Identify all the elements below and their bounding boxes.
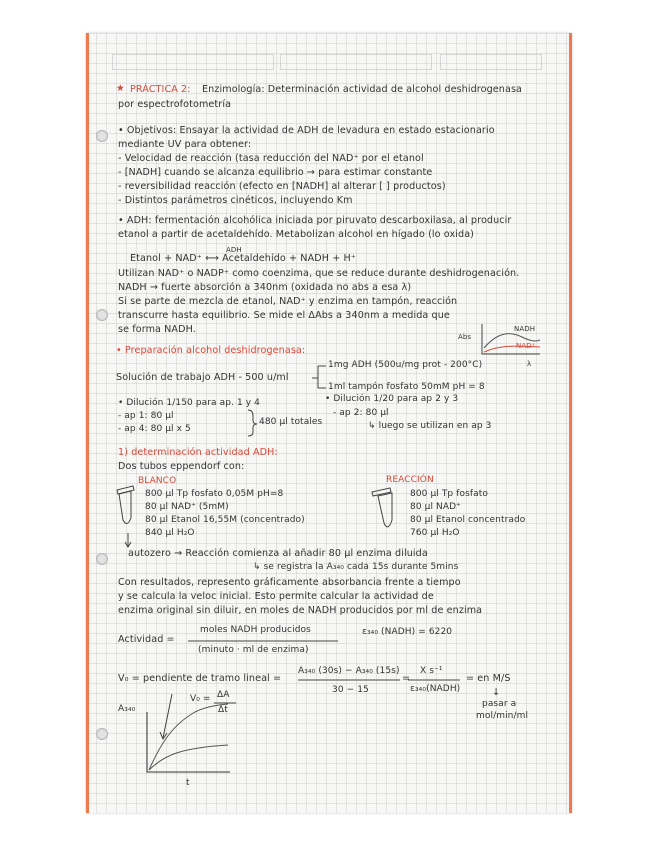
title-star-icon: ★ [116, 83, 125, 94]
graph-y-label: A₃₄₀ [118, 704, 136, 714]
adh-reaction: Etanol + NAD⁺ ⟷ Acetaldehído + NADH + H⁺ [130, 253, 356, 264]
actividad-numerator: moles NADH producidos [200, 625, 311, 635]
objetivos-line: - reversibilidad reacción (efecto en [NADH] al alterar [ ] productos) [118, 181, 446, 192]
result-line: Con resultados, represento gráficamente absorbancia frente a tiempo [118, 577, 461, 588]
result-units: = en M/S [466, 673, 511, 684]
blanco-item: 800 µl Tp fosfato 0,05M pH=8 [145, 489, 284, 499]
determinacion-sub: Dos tubos eppendorf con: [118, 461, 245, 472]
adh-line: se forma NADH. [118, 324, 196, 335]
solucion-trabajo: Solución de trabajo ADH - 500 u/ml [116, 372, 289, 383]
dilucion-left: • Dilución 1/150 para ap. 1 y 4 [118, 398, 260, 408]
graph-delta-a: ΔA [217, 690, 230, 700]
graph-v0-label: V₀ = [190, 694, 211, 704]
objetivos-line: - [NADH] cuando se alcanza equilibrio → para estimar constante [118, 167, 433, 178]
reaccion-item: 80 µl NAD⁺ [410, 502, 461, 512]
dilucion-right: - ap 2: 80 µl [333, 408, 389, 418]
objetivos-line: - Velocidad de reacción (tasa reducción del NAD⁺ por el etanol [118, 153, 424, 164]
adh-line: NADH → fuerte absorción a 340nm (oxidada no abs a esa λ) [118, 282, 412, 293]
v0-denominator: 30 − 15 [332, 685, 369, 695]
adh-line: Utilizan NAD⁺ o NADP⁺ como coenzima, que se reduce durante deshidrogenación. [118, 268, 520, 279]
blanco-item: 840 µl H₂O [145, 528, 195, 538]
pasar-line: pasar a [482, 699, 517, 709]
blanco-label: BLANCO [138, 476, 177, 486]
title-line-1: Enzimología: Determinación actividad de alcohol deshidrogenasa [202, 84, 523, 95]
objetivos-line: mediante UV para obtener: [118, 139, 252, 150]
title-label: PRÁCTICA 2: [130, 84, 191, 95]
mini-graph-curve-nadh: NADH [514, 325, 536, 333]
dilucion-right: ↳ luego se utilizan en ap 3 [368, 421, 492, 431]
xs-denominator: ε₃₄₀(NADH) [410, 684, 461, 694]
v0-numerator: A₃₄₀ (30s) − A₃₄₀ (15s) [298, 666, 400, 676]
branch-1: 1mg ADH (500u/mg prot - 200°C) [328, 360, 483, 370]
xs-numerator: X s⁻¹ [420, 666, 443, 676]
reaccion-item: 80 µl Etanol concentrado [410, 515, 526, 525]
reaccion-item: 800 µl Tp fosfato [410, 489, 488, 499]
adh-line: etanol a partir de acetaldehído. Metabolizan alcohol en hígado (lo oxida) [118, 229, 475, 240]
branch-2: 1ml tampón fosfato 50mM pH = 8 [328, 382, 485, 392]
dilucion-right: • Dilución 1/20 para ap 2 y 3 [325, 394, 459, 404]
blanco-item: 80 µl NAD⁺ (5mM) [145, 502, 229, 512]
blanco-item: 80 µl Etanol 16,55M (concentrado) [145, 515, 305, 525]
epsilon-value: ε₃₄₀ (NADH) = 6220 [362, 627, 453, 637]
title-line-2: por espectrofotometría [118, 99, 232, 110]
actividad-label: Actividad = [118, 634, 175, 645]
preparacion-heading: • Preparación alcohol deshidrogenasa: [116, 345, 306, 356]
adh-line: Si se parte de mezcla de etanol, NAD⁺ y enzima en tampón, reacción [118, 296, 458, 307]
objetivos-line: - Distintos parámetros cinéticos, incluyendo Km [118, 195, 353, 206]
mini-graph-curve-nad: NAD⁺ [516, 342, 536, 350]
equals-sign: = [402, 673, 411, 684]
v0-label: V₀ = pendiente de tramo lineal = [118, 673, 282, 684]
dilucion-left: - ap 1: 80 µl [118, 411, 174, 421]
mini-graph-y-label: Abs [458, 333, 472, 341]
dilucion-left: - ap 4: 80 µl x 5 [118, 424, 191, 434]
adh-line: • ADH: fermentación alcohólica iniciada por piruvato descarboxilasa, al producir [118, 215, 512, 226]
graph-x-label: t [186, 778, 190, 788]
determinacion-heading: 1) determinación actividad ADH: [118, 447, 278, 458]
reaccion-item: 760 µl H₂O [410, 528, 460, 538]
graph-delta-t: Δt [218, 705, 228, 715]
dilucion-total: 480 µl totales [259, 417, 323, 427]
mini-graph-x-label: λ [527, 360, 532, 368]
result-line: enzima original sin diluir, en moles de NADH producidos por ml de enzima [118, 605, 483, 616]
autozero-line: autozero → Reacción comienza al añadir 80 µl enzima diluida [128, 548, 428, 559]
reaccion-label: REACCIÓN [386, 475, 434, 485]
adh-line: transcurre hasta equilibrio. Se mide el ΔAbs a 340nm a medida que [118, 310, 450, 321]
pasar-line: mol/min/ml [476, 711, 529, 721]
registro-line: ↳ se registra la A₃₄₀ cada 15s durante 5mins [253, 562, 459, 572]
actividad-denominator: (minuto · ml de enzima) [198, 645, 309, 655]
reaction-enzyme-label: ADH [226, 246, 242, 254]
down-arrow-icon: ↓ [492, 687, 501, 698]
result-line: y se calcula la veloc inicial. Esto permite calcular la actividad de [118, 591, 434, 602]
objetivos-line: • Objetivos: Ensayar la actividad de ADH de levadura en estado estacionario [118, 125, 495, 136]
